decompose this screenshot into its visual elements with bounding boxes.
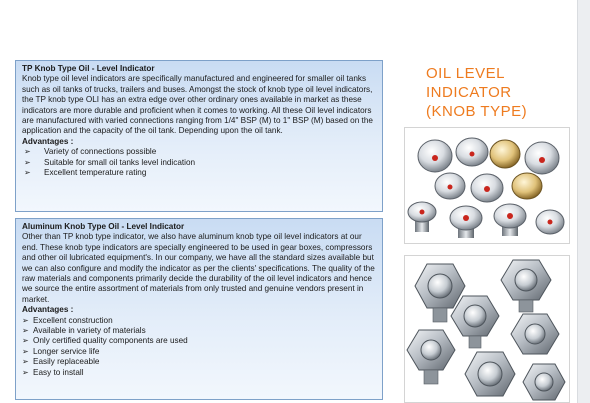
aluminum-knob-indicators-image <box>405 256 569 402</box>
tp-knob-indicators-image <box>405 128 569 243</box>
tp-knob-advantages-list <box>22 147 377 178</box>
tp-knob-title: TP Knob Type Oil - Level Indicator <box>22 64 155 73</box>
arrow-bullet-icon: ➢ <box>22 326 29 336</box>
arrow-bullet-icon: ➢ <box>22 346 29 356</box>
list-item: ➢ Easy to install <box>22 367 84 377</box>
tp-knob-section <box>15 60 383 212</box>
page-heading: OIL LEVEL INDICATOR (KNOB TYPE) <box>426 65 528 120</box>
list-item: ➢ Variety of connections possible <box>24 147 157 157</box>
aluminum-knob-description: Other than TP knob type indicator, we also have aluminum knob type oil level indicators at our end. These knob type indicators are specially engineered to be used in gear boxes, compressors and other oil lubricated equipment's. In our company, we have all the standard sizes available but we can also configure and modify the indicator as per the clients' specifications. The quality of the raw materials and components primarily decide the durability of the oil level indicators and hence we source the entire assortment of materials from only trusted and genuine vendors present in market. <box>22 232 375 304</box>
arrow-bullet-icon: ➢ <box>24 168 31 178</box>
tp-knob-advantages-label: Advantages : <box>22 136 74 146</box>
list-item: ➢ Suitable for small oil tanks level indication <box>24 157 196 167</box>
arrow-bullet-icon: ➢ <box>22 357 29 367</box>
aluminum-knob-advantages-label: Advantages : <box>22 305 74 315</box>
arrow-bullet-icon: ➢ <box>22 315 29 325</box>
tp-knob-description: Knob type oil level indicators are specifically manufactured and engineered for smaller oil tanks such as oil tanks of trucks, trailers and buses. Amongst the stock of knob type oil level indicators, the TP knob type OLI has an extra edge over other ordinary ones available in market as these indicators are more durable and proficient when it comes to working. All these Oil level indicators are manufactured with varied connections ranging from 1/4" BSP (M) to 1" BSP (M) based on the application and the capacity of the oil tank. Depending upon the oil tank. <box>22 74 373 136</box>
arrow-bullet-icon: ➢ <box>22 336 29 346</box>
aluminum-knob-title: Aluminum Knob Type Oil - Level Indicator <box>22 222 185 231</box>
arrow-bullet-icon: ➢ <box>24 157 31 167</box>
list-item: ➢ Easily replaceable <box>22 357 100 367</box>
aluminum-knob-indicators-photo <box>404 255 570 403</box>
aluminum-knob-section <box>15 218 383 400</box>
tp-knob-indicators-photo <box>404 127 570 244</box>
arrow-bullet-icon: ➢ <box>24 147 31 157</box>
list-item: ➢ Only certified quality components are used <box>22 336 188 346</box>
list-item: ➢ Excellent temperature rating <box>24 168 147 178</box>
list-item: ➢ Longer service life <box>22 346 100 356</box>
arrow-bullet-icon: ➢ <box>22 367 29 377</box>
list-item: ➢ Available in variety of materials <box>22 326 146 336</box>
scrollbar-track[interactable] <box>577 0 590 403</box>
aluminum-knob-advantages-list <box>22 316 377 378</box>
list-item: ➢ Excellent construction <box>22 315 113 325</box>
